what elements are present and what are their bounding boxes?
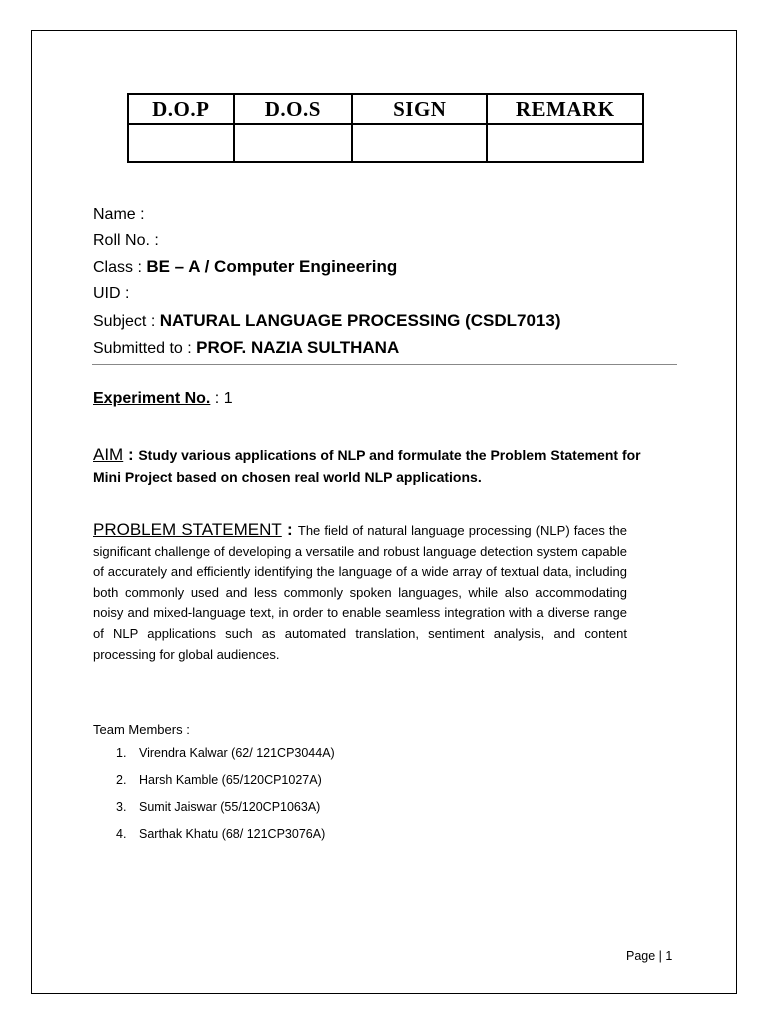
subject-label: Subject : xyxy=(93,313,160,330)
name-line xyxy=(93,205,145,225)
roll-label: Roll No. : xyxy=(93,232,159,249)
experiment-line xyxy=(93,390,233,408)
list-item-text: Sarthak Khatu (68/ 121CP3076A) xyxy=(139,827,326,841)
list-item-number: 1. xyxy=(116,746,127,760)
submitted-line xyxy=(93,338,399,359)
problem-statement-heading: PROBLEM STATEMENT xyxy=(93,520,282,539)
subject-value: NATURAL LANGUAGE PROCESSING (CSDL7013) xyxy=(159,311,561,330)
name-label: Name : xyxy=(93,206,145,223)
aim-text: Study various applications of NLP and formulate the Problem Statement for Mini Project based on chosen real world NLP applications. xyxy=(93,447,641,485)
header-dos: D.O.S xyxy=(234,94,353,124)
header-table-row xyxy=(128,94,643,124)
problem-statement-colon: : xyxy=(281,520,298,539)
experiment-label: Experiment No. xyxy=(93,390,211,407)
list-item xyxy=(116,827,335,854)
list-item-text: Sumit Jaiswar (55/120CP1063A) xyxy=(139,800,321,814)
team-list xyxy=(116,746,335,854)
divider xyxy=(92,364,677,365)
problem-statement-text: The field of natural language processing (NLP) faces the significant challenge of developing a versatile and robust language detection system capable of accurately and efficiently identifying the language of a wide array of textual data, including both commonly used and less commonly spoken languages, while also accommodating noisy and mixed-language text, in order to enable seamless integration with a diverse range of NLP applications such as automated translation, sentiment analysis, and content processing for global audiences. xyxy=(93,523,627,662)
header-sign: SIGN xyxy=(352,94,487,124)
sign-cell xyxy=(352,124,487,162)
dos-cell xyxy=(234,124,353,162)
list-item-text: Virendra Kalwar (62/ 121CP3044A) xyxy=(139,746,335,760)
uid-label: UID : xyxy=(93,285,130,302)
submitted-value: PROF. NAZIA SULTHANA xyxy=(196,338,400,357)
dop-cell xyxy=(128,124,234,162)
team-title: Team Members : xyxy=(93,722,190,737)
aim-section xyxy=(93,444,653,488)
uid-line xyxy=(93,284,129,304)
experiment-sep: : xyxy=(210,390,224,407)
list-item xyxy=(116,773,335,800)
class-value: BE – A / Computer Engineering xyxy=(146,257,398,276)
list-item-text: Harsh Kamble (65/120CP1027A) xyxy=(139,773,322,787)
list-item xyxy=(116,800,335,827)
submitted-label: Submitted to : xyxy=(93,340,197,357)
header-remark: REMARK xyxy=(487,94,643,124)
list-item-number: 2. xyxy=(116,773,127,787)
header-dop: D.O.P xyxy=(128,94,234,124)
header-table xyxy=(127,93,644,163)
header-table-empty-row xyxy=(128,124,643,162)
class-label: Class : xyxy=(93,259,147,276)
list-item xyxy=(116,746,335,773)
aim-heading: AIM xyxy=(93,445,124,464)
subject-line xyxy=(93,311,561,332)
roll-line xyxy=(93,231,159,251)
problem-statement-section xyxy=(93,520,627,665)
aim-colon: : xyxy=(123,445,139,464)
remark-cell xyxy=(487,124,643,162)
list-item-number: 4. xyxy=(116,827,127,841)
list-item-number: 3. xyxy=(116,800,127,814)
class-line xyxy=(93,257,397,278)
experiment-value: 1 xyxy=(223,390,233,407)
page-number: Page | 1 xyxy=(626,949,673,963)
